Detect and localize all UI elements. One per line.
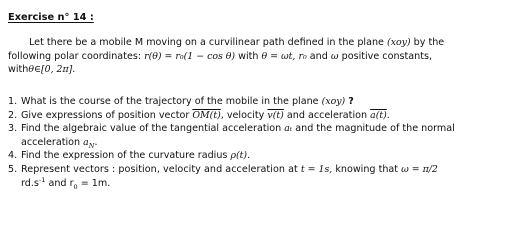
- question-continuation: [21, 177, 508, 191]
- curvature-radius-symbol: ρ(t): [230, 150, 248, 162]
- theta-range: θ∈[0, 2π].: [28, 64, 76, 76]
- question-text-part: knowing that: [335, 163, 399, 175]
- question-number: 4.: [8, 150, 18, 162]
- statement-text: positive constants,: [341, 50, 433, 62]
- unit-exponent: -1: [38, 175, 46, 184]
- exercise-statement: [8, 36, 508, 77]
- question-text: [21, 122, 508, 149]
- question-text-part: What is the course of the trajectory of the mobile in the plane: [21, 96, 319, 107]
- question-text-part: .: [94, 136, 98, 148]
- unit-text: rd.s: [21, 177, 39, 189]
- question-text-part: and r: [48, 177, 74, 189]
- question-item: [8, 122, 508, 149]
- question-number: 2.: [8, 109, 18, 121]
- statement-text: by the: [413, 37, 445, 48]
- question-text-part: , velocity: [220, 109, 265, 121]
- normal-acceleration-base: a: [83, 136, 89, 148]
- question-number: 1.: [8, 96, 18, 107]
- statement-line-1: [8, 36, 508, 50]
- question-text-part: .: [386, 109, 390, 121]
- question-list: [8, 95, 508, 190]
- question-text-part: Give expressions of position vector: [21, 109, 190, 121]
- statement-text: Let there be a mobile M moving on a curvilinear path defined in the plane: [29, 37, 384, 48]
- normal-acceleration-symbol: [83, 137, 94, 148]
- question-text-part: and the magnitude of the normal: [295, 123, 455, 135]
- statement-text: with: [8, 64, 29, 76]
- question-text-part: Find the algebraic value of the tangential acceleration: [21, 123, 282, 135]
- question-text: [21, 149, 508, 163]
- question-text: [21, 95, 508, 109]
- position-vector: OM(t): [192, 109, 221, 121]
- time-value: t = 1s,: [300, 163, 333, 175]
- question-mark: ?: [348, 96, 354, 107]
- acceleration-vector: a(t): [370, 109, 387, 121]
- question-continuation: [21, 136, 508, 150]
- question-item: [8, 163, 508, 190]
- question-item: [8, 149, 508, 163]
- tangential-acceleration-symbol: aₜ: [284, 123, 293, 135]
- question-number: 3.: [8, 123, 18, 135]
- r0-symbol: r₀: [298, 50, 307, 62]
- exercise-title: Exercise n° 14 :: [8, 12, 94, 23]
- question-text-part: Find the expression of the curvature radius: [21, 150, 228, 162]
- statement-line-2: [8, 50, 508, 64]
- question-text-part: = 1m.: [80, 177, 111, 189]
- question-text-part: and acceleration: [286, 109, 368, 121]
- polar-equation: r(θ) = r₀(1 − cos θ): [144, 50, 236, 62]
- question-number: 5.: [8, 163, 18, 175]
- question-item: [8, 95, 508, 109]
- r0-subscript: 0: [73, 182, 78, 191]
- statement-text: and: [309, 50, 328, 62]
- question-text-part: acceleration: [21, 136, 81, 148]
- omega-symbol: ω: [330, 50, 339, 62]
- plane-symbol: (xoy): [321, 96, 346, 107]
- plane-symbol: (xoy): [387, 37, 411, 48]
- normal-acceleration-subscript: N: [88, 141, 95, 150]
- question-text: [21, 163, 508, 190]
- question-item: [8, 109, 508, 123]
- statement-text: with: [238, 50, 259, 62]
- question-text-part: .: [247, 150, 251, 162]
- question-text-part: Represent vectors : position, velocity and acceleration at: [21, 163, 298, 175]
- theta-definition: θ = ωt,: [261, 50, 296, 62]
- omega-value: ω = π/2: [401, 163, 438, 175]
- velocity-vector: v(t): [267, 109, 284, 121]
- question-text: [21, 109, 508, 123]
- statement-text: following polar coordinates:: [8, 50, 142, 62]
- statement-line-3: [8, 63, 508, 77]
